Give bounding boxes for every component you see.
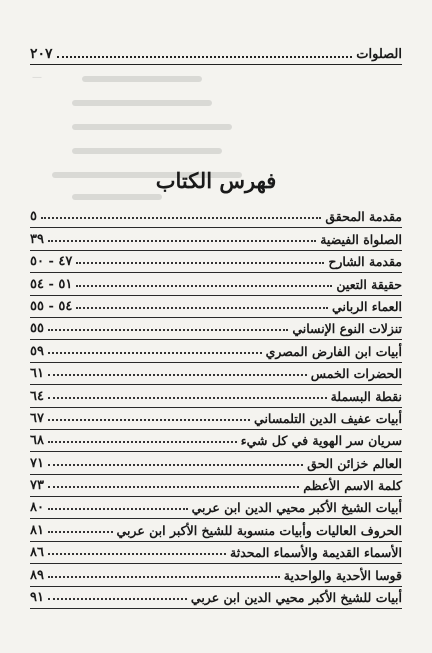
toc-entry-title: حقيقة التعين — [336, 276, 402, 292]
toc-entry — [30, 408, 402, 430]
toc-leader-dots — [48, 464, 303, 466]
toc-leader-dots — [48, 598, 187, 600]
toc-entry — [30, 519, 402, 541]
toc-entry — [30, 587, 402, 609]
running-header — [30, 40, 402, 62]
toc-leader-dots — [48, 374, 307, 376]
table-of-contents — [30, 206, 402, 609]
toc-entry — [30, 363, 402, 385]
toc-entry-title: سريان سر الهوية في كل شيء — [240, 433, 402, 449]
toc-entry-page: ٨١ — [30, 522, 44, 538]
toc-leader-dots — [48, 508, 188, 510]
toc-entry-title: تنزلات النوع الإنساني — [292, 321, 402, 337]
toc-entry-page: ٧١ — [30, 455, 44, 471]
toc-entry-title: أبيات الشيخ الأكبر محيي الدين ابن عربي — [191, 500, 402, 516]
running-header-title: الصلوات — [356, 47, 402, 62]
header-rule — [30, 64, 402, 65]
toc-entry-page: ٦٨ — [30, 433, 44, 449]
toc-entry — [30, 273, 402, 295]
running-header-leader-dots — [57, 56, 353, 58]
toc-entry-page: ٦٧ — [30, 410, 44, 426]
toc-leader-dots — [48, 486, 299, 488]
toc-entry-page: ٥٥ — [30, 321, 44, 337]
toc-entry-page: ٣٩ — [30, 231, 44, 247]
toc-leader-dots — [48, 419, 250, 421]
toc-entry-title: مقدمة الشارح — [328, 254, 402, 270]
toc-entry — [30, 206, 402, 228]
toc-entry-title: أبيات ابن الفارض المصري — [265, 343, 402, 359]
toc-entry-title: مقدمة المحقق — [325, 209, 402, 225]
toc-entry — [30, 475, 402, 497]
toc-leader-dots — [48, 441, 237, 443]
toc-leader-dots — [48, 329, 288, 331]
toc-entry-title: العالم خزائن الحق — [307, 455, 402, 471]
toc-leader-dots — [41, 217, 321, 219]
toc-entry — [30, 251, 402, 273]
toc-entry — [30, 542, 402, 564]
toc-entry-page: ٦٤ — [30, 388, 44, 404]
toc-entry-title: الحروف العاليات وأبيات منسوبة للشيخ الأكبر ابن عربي — [116, 522, 402, 538]
toc-entry-title: أبيات عفيف الدين التلمساني — [254, 410, 402, 426]
toc-leader-dots — [48, 240, 316, 242]
toc-entry — [30, 228, 402, 250]
toc-entry-title: أبيات للشيخ الأكبر محيي الدين ابن عربي — [190, 590, 402, 606]
toc-entry-title: كلمة الاسم الأعظم — [303, 478, 402, 494]
toc-entry-page: ٤٧ - ٥٠ — [30, 254, 73, 270]
toc-leader-dots — [48, 531, 113, 533]
toc-entry — [30, 452, 402, 474]
toc-entry — [30, 564, 402, 586]
toc-leader-dots — [48, 397, 327, 399]
toc-entry-page: ٦١ — [30, 366, 44, 382]
toc-leader-dots — [48, 553, 226, 555]
toc-entry-title: العماء الرباني — [332, 298, 402, 314]
toc-entry-page: ٨٩ — [30, 567, 44, 583]
toc-entry — [30, 296, 402, 318]
toc-leader-dots — [48, 576, 280, 578]
toc-entry-page: ٥٩ — [30, 343, 44, 359]
toc-entry-page: ٧٣ — [30, 478, 44, 494]
toc-entry — [30, 430, 402, 452]
toc-leader-dots — [76, 262, 324, 264]
toc-leader-dots — [76, 285, 332, 287]
toc-entry-page: ٥١ - ٥٤ — [30, 276, 73, 292]
toc-entry-title: الصلواة الفيضية — [320, 231, 402, 247]
toc-entry-page: ٨٠ — [30, 500, 44, 516]
running-header-page-number: ٢٠٧ — [30, 46, 53, 62]
toc-entry-title: الحضرات الخمس — [310, 366, 402, 382]
bleed-through-texture: — — [30, 70, 402, 205]
toc-entry — [30, 385, 402, 407]
toc-leader-dots — [76, 307, 328, 309]
toc-entry — [30, 340, 402, 362]
toc-entry-page: ٥٤ - ٥٥ — [30, 298, 73, 314]
toc-entry — [30, 318, 402, 340]
toc-entry-title: قوسا الأحدية والواحدية — [283, 567, 402, 583]
toc-entry-title: الأسماء القديمة والأسماء المحدثة — [230, 545, 402, 561]
toc-entry — [30, 497, 402, 519]
toc-entry-page: ٥ — [30, 209, 37, 225]
index-title: فهرس الكتاب — [155, 168, 277, 193]
toc-entry-page: ٩١ — [30, 590, 44, 606]
toc-entry-title: نقطة البسملة — [330, 388, 402, 404]
toc-leader-dots — [48, 352, 262, 354]
toc-entry-page: ٨٦ — [30, 545, 44, 561]
